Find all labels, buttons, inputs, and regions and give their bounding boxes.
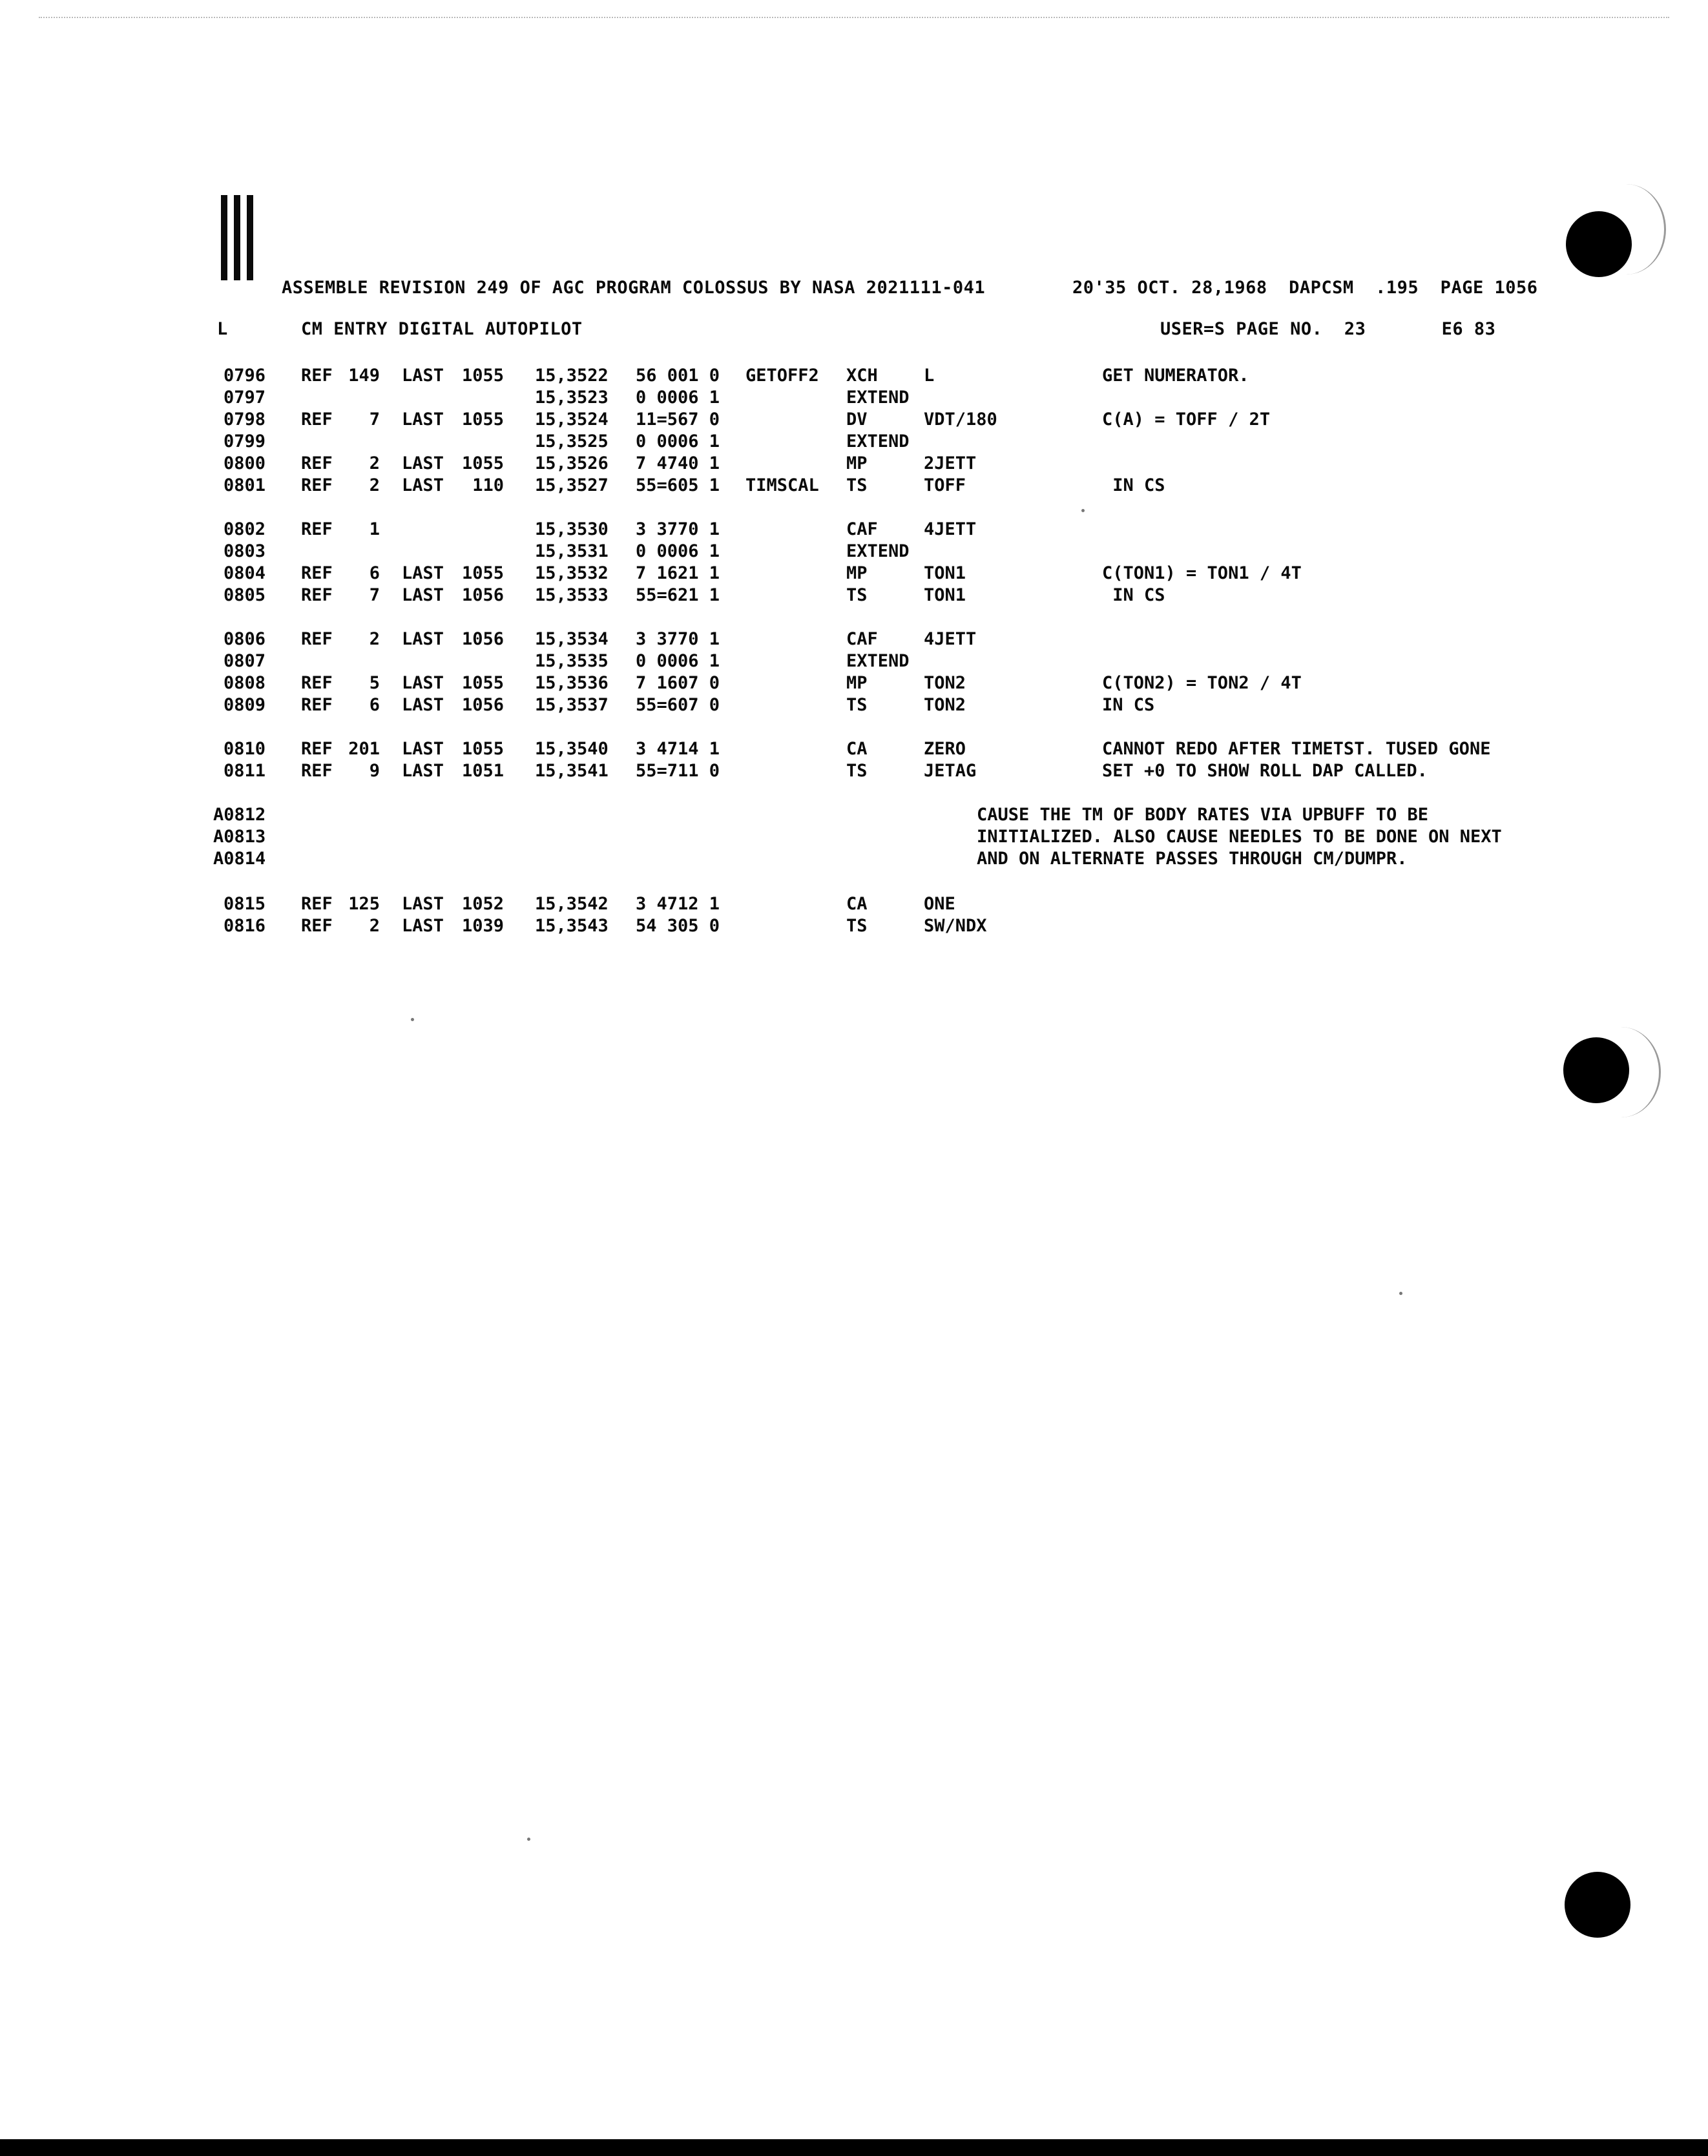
table-row	[0, 629, 1708, 651]
last-keyword: LAST	[402, 366, 444, 386]
opcode: XCH	[846, 366, 878, 386]
ref-count: 2	[369, 475, 380, 495]
ref-count: 9	[369, 761, 380, 781]
ref-count: 7	[369, 585, 380, 605]
sequence-number: 0815	[224, 894, 266, 914]
opcode: EXTEND	[846, 651, 910, 671]
scan-speck	[1081, 509, 1085, 512]
opcode: TS	[846, 761, 868, 781]
octal-code: 56 001 0	[636, 366, 720, 386]
table-row	[0, 585, 1708, 607]
ref-keyword: REF	[301, 409, 333, 430]
octal-code: 0 0006 1	[636, 388, 720, 408]
memory-address: 15,3537	[535, 695, 609, 715]
line-comment: IN CS	[1102, 585, 1165, 605]
comment-row	[0, 827, 1708, 849]
ref-count: 2	[369, 629, 380, 649]
table-row	[0, 563, 1708, 585]
octal-code: 55=605 1	[636, 475, 720, 495]
sequence-number: 0806	[224, 629, 266, 649]
last-keyword: LAST	[402, 673, 444, 693]
opcode: EXTEND	[846, 388, 910, 408]
operand: ZERO	[924, 739, 966, 759]
last-keyword: LAST	[402, 629, 444, 649]
octal-code: 55=607 0	[636, 695, 720, 715]
comment-text: CAUSE THE TM OF BODY RATES VIA UPBUFF TO BE	[977, 805, 1428, 825]
sequence-number: 0803	[224, 541, 266, 561]
operand: TON2	[924, 695, 966, 715]
ref-keyword: REF	[301, 475, 333, 495]
memory-address: 15,3532	[535, 563, 609, 583]
last-page: 1055	[461, 409, 504, 430]
sequence-number: 0804	[224, 563, 266, 583]
opcode: CAF	[846, 519, 878, 539]
line-comment: C(A) = TOFF / 2T	[1102, 409, 1271, 430]
octal-code: 3 3770 1	[636, 519, 720, 539]
sequence-number: 0798	[224, 409, 266, 430]
last-keyword: LAST	[402, 761, 444, 781]
ref-count: 2	[369, 453, 380, 473]
sequence-number: 0808	[224, 673, 266, 693]
table-row	[0, 651, 1708, 673]
section-title: CM ENTRY DIGITAL AUTOPILOT	[301, 319, 583, 339]
memory-address: 15,3531	[535, 541, 609, 561]
opcode: MP	[846, 673, 868, 693]
octal-code: 3 4714 1	[636, 739, 720, 759]
table-row	[0, 673, 1708, 695]
ref-keyword: REF	[301, 761, 333, 781]
line-comment: C(TON2) = TON2 / 4T	[1102, 673, 1302, 693]
opcode: CA	[846, 739, 868, 759]
comment-row	[0, 805, 1708, 827]
sequence-number: 0800	[224, 453, 266, 473]
opcode: TS	[846, 916, 868, 936]
octal-code: 55=621 1	[636, 585, 720, 605]
ref-count: 6	[369, 695, 380, 715]
symbol-label: TIMSCAL	[745, 475, 819, 495]
ref-keyword: REF	[301, 916, 333, 936]
ref-keyword: REF	[301, 673, 333, 693]
last-keyword: LAST	[402, 916, 444, 936]
last-page: 1052	[461, 894, 504, 914]
last-page: 1039	[461, 916, 504, 936]
operand: 4JETT	[924, 519, 977, 539]
opcode: MP	[846, 563, 868, 583]
octal-code: 54 305 0	[636, 916, 720, 936]
last-page: 110	[472, 475, 504, 495]
memory-address: 15,3535	[535, 651, 609, 671]
table-row	[0, 739, 1708, 761]
table-row	[0, 431, 1708, 453]
scan-speck	[527, 1838, 530, 1841]
sequence-number: 0810	[224, 739, 266, 759]
sequence-number: 0797	[224, 388, 266, 408]
sequence-number: 0807	[224, 651, 266, 671]
ref-keyword: REF	[301, 519, 333, 539]
memory-address: 15,3523	[535, 388, 609, 408]
operand: TOFF	[924, 475, 966, 495]
scan-speck	[411, 1018, 414, 1021]
table-row	[0, 409, 1708, 431]
memory-address: 15,3536	[535, 673, 609, 693]
operand: TON1	[924, 585, 966, 605]
user-page-number: USER=S PAGE NO. 23 E6 83	[1160, 319, 1496, 339]
last-page: 1055	[461, 739, 504, 759]
memory-address: 15,3522	[535, 366, 609, 386]
table-row	[0, 541, 1708, 563]
sequence-number: 0799	[224, 431, 266, 451]
opcode: CA	[846, 894, 868, 914]
operand: TON2	[924, 673, 966, 693]
octal-code: 3 4712 1	[636, 894, 720, 914]
comment-row	[0, 849, 1708, 871]
operand: JETAG	[924, 761, 977, 781]
opcode: DV	[846, 409, 868, 430]
operand: 4JETT	[924, 629, 977, 649]
last-page: 1056	[461, 629, 504, 649]
symbol-label: GETOFF2	[745, 366, 819, 386]
last-keyword: LAST	[402, 585, 444, 605]
punch-hole-top	[1566, 211, 1632, 277]
last-page: 1056	[461, 695, 504, 715]
line-comment: CANNOT REDO AFTER TIMETST. TUSED GONE	[1102, 739, 1491, 759]
ref-keyword: REF	[301, 453, 333, 473]
memory-address: 15,3533	[535, 585, 609, 605]
assembly-header-title: ASSEMBLE REVISION 249 OF AGC PROGRAM COLOSSUS BY NASA 2021111-041	[282, 278, 986, 298]
ref-count: 5	[369, 673, 380, 693]
table-row	[0, 519, 1708, 541]
table-row	[0, 388, 1708, 409]
ref-count: 2	[369, 916, 380, 936]
last-keyword: LAST	[402, 475, 444, 495]
last-page: 1055	[461, 366, 504, 386]
octal-code: 55=711 0	[636, 761, 720, 781]
sequence-number: 0796	[224, 366, 266, 386]
memory-address: 15,3526	[535, 453, 609, 473]
sequence-number: A0812	[213, 805, 266, 825]
ref-keyword: REF	[301, 563, 333, 583]
memory-address: 15,3524	[535, 409, 609, 430]
memory-address: 15,3530	[535, 519, 609, 539]
punch-hole-middle	[1563, 1037, 1629, 1103]
scan-speck	[1399, 1292, 1402, 1295]
tractor-feed-edge	[39, 17, 1669, 18]
operand: VDT/180	[924, 409, 997, 430]
opcode: EXTEND	[846, 431, 910, 451]
sequence-number: 0802	[224, 519, 266, 539]
octal-code: 11=567 0	[636, 409, 720, 430]
ref-count: 7	[369, 409, 380, 430]
ref-keyword: REF	[301, 629, 333, 649]
octal-code: 7 1607 0	[636, 673, 720, 693]
sequence-number: A0813	[213, 827, 266, 847]
table-row	[0, 761, 1708, 783]
octal-code: 0 0006 1	[636, 541, 720, 561]
ref-count: 1	[369, 519, 380, 539]
line-comment: GET NUMERATOR.	[1102, 366, 1249, 386]
operand: TON1	[924, 563, 966, 583]
octal-code: 0 0006 1	[636, 431, 720, 451]
line-comment: IN CS	[1102, 695, 1155, 715]
opcode: TS	[846, 695, 868, 715]
last-page: 1055	[461, 453, 504, 473]
table-row	[0, 916, 1708, 938]
punch-hole-bottom	[1565, 1872, 1630, 1938]
table-row	[0, 894, 1708, 916]
last-page: 1051	[461, 761, 504, 781]
octal-code: 3 3770 1	[636, 629, 720, 649]
ref-count: 6	[369, 563, 380, 583]
opcode: MP	[846, 453, 868, 473]
ref-keyword: REF	[301, 894, 333, 914]
memory-address: 15,3540	[535, 739, 609, 759]
last-page: 1055	[461, 673, 504, 693]
last-keyword: LAST	[402, 739, 444, 759]
comment-text: INITIALIZED. ALSO CAUSE NEEDLES TO BE DONE ON NEXT	[977, 827, 1502, 847]
sequence-number: A0814	[213, 849, 266, 869]
memory-address: 15,3541	[535, 761, 609, 781]
printer-bars-mark	[221, 195, 255, 280]
last-keyword: LAST	[402, 453, 444, 473]
ref-keyword: REF	[301, 366, 333, 386]
last-keyword: LAST	[402, 563, 444, 583]
ref-keyword: REF	[301, 739, 333, 759]
ref-count: 125	[348, 894, 380, 914]
memory-address: 15,3534	[535, 629, 609, 649]
operand: L	[924, 366, 935, 386]
sequence-number: 0805	[224, 585, 266, 605]
opcode: EXTEND	[846, 541, 910, 561]
table-row	[0, 695, 1708, 717]
last-keyword: LAST	[402, 409, 444, 430]
ref-count: 201	[348, 739, 380, 759]
sequence-number: 0809	[224, 695, 266, 715]
operand: SW/NDX	[924, 916, 987, 936]
comment-text: AND ON ALTERNATE PASSES THROUGH CM/DUMPR.	[977, 849, 1408, 869]
sequence-number: 0811	[224, 761, 266, 781]
line-comment: IN CS	[1102, 475, 1165, 495]
line-comment: SET +0 TO SHOW ROLL DAP CALLED.	[1102, 761, 1428, 781]
header-letter: L	[217, 319, 228, 339]
ref-count: 149	[348, 366, 380, 386]
last-keyword: LAST	[402, 894, 444, 914]
ref-keyword: REF	[301, 585, 333, 605]
opcode: TS	[846, 585, 868, 605]
table-row	[0, 366, 1708, 388]
table-row	[0, 475, 1708, 497]
assembly-header-date-page: 20'35 OCT. 28,1968 DAPCSM .195 PAGE 1056	[1072, 278, 1538, 298]
octal-code: 7 4740 1	[636, 453, 720, 473]
ref-keyword: REF	[301, 695, 333, 715]
scan-bottom-edge	[0, 2139, 1708, 2156]
operand: 2JETT	[924, 453, 977, 473]
operand: ONE	[924, 894, 955, 914]
opcode: CAF	[846, 629, 878, 649]
line-comment: C(TON1) = TON1 / 4T	[1102, 563, 1302, 583]
memory-address: 15,3525	[535, 431, 609, 451]
sequence-number: 0801	[224, 475, 266, 495]
table-row	[0, 453, 1708, 475]
last-page: 1055	[461, 563, 504, 583]
octal-code: 7 1621 1	[636, 563, 720, 583]
sequence-number: 0816	[224, 916, 266, 936]
memory-address: 15,3527	[535, 475, 609, 495]
memory-address: 15,3543	[535, 916, 609, 936]
memory-address: 15,3542	[535, 894, 609, 914]
last-page: 1056	[461, 585, 504, 605]
opcode: TS	[846, 475, 868, 495]
last-keyword: LAST	[402, 695, 444, 715]
octal-code: 0 0006 1	[636, 651, 720, 671]
